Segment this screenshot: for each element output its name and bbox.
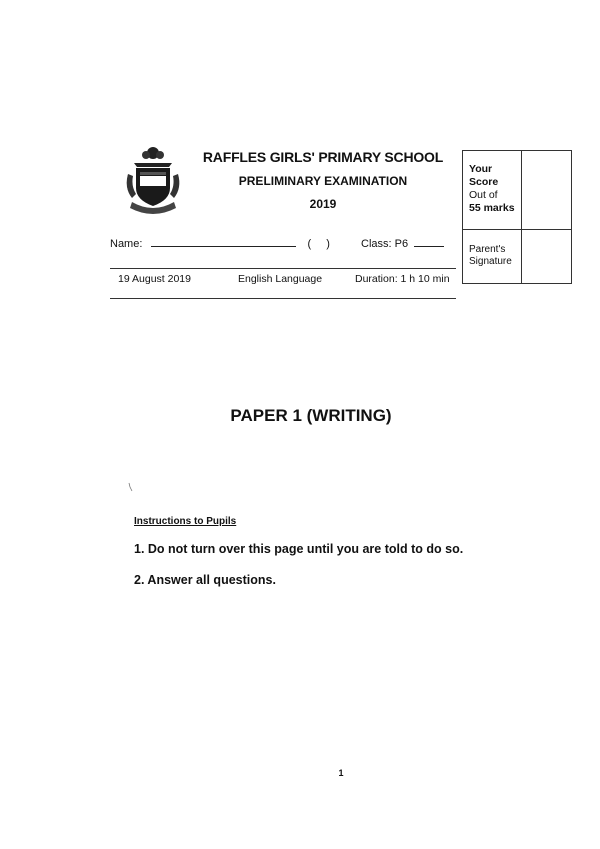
parent-label: Parent's <box>469 244 506 255</box>
score-label-your: Your <box>469 163 493 175</box>
exam-year: 2019 <box>309 197 337 211</box>
name-field[interactable] <box>151 236 296 247</box>
school-crest-logo <box>122 144 184 214</box>
signature-label: Signature <box>469 256 512 267</box>
school-name: RAFFLES GIRLS' PRIMARY SCHOOL <box>202 149 444 165</box>
score-box-horizontal-divider <box>463 229 571 230</box>
exam-duration: Duration: 1 h 10 min <box>355 273 450 285</box>
stray-pen-mark <box>128 482 133 492</box>
score-label <box>469 163 521 215</box>
exam-date: 19 August 2019 <box>118 273 191 285</box>
divider-bottom <box>110 298 456 299</box>
instructions-heading: Instructions to Pupils <box>134 516 237 527</box>
score-box <box>462 150 572 284</box>
page-number: 1 <box>338 768 344 778</box>
instruction-item-1: 1. Do not turn over this page until you are told to do so. <box>134 542 464 556</box>
class-label: Class: P6 <box>361 238 409 250</box>
register-number-close: ) <box>326 238 330 250</box>
name-label: Name: <box>110 238 143 250</box>
student-details-row <box>110 236 444 250</box>
divider-top <box>110 268 456 269</box>
exam-subject: English Language <box>238 273 323 285</box>
score-label-out-of: Out of <box>469 189 498 201</box>
score-label-marks: 55 marks <box>469 202 515 214</box>
score-box-vertical-divider <box>521 151 522 283</box>
class-field[interactable] <box>414 236 444 247</box>
paper-title: PAPER 1 (WRITING) <box>230 406 392 425</box>
exam-title: PRELIMINARY EXAMINATION <box>238 174 408 188</box>
register-number-open: ( <box>307 238 312 250</box>
score-label-score: Score <box>469 176 499 188</box>
parent-signature-label <box>469 244 521 268</box>
instruction-item-2: 2. Answer all questions. <box>134 573 276 587</box>
